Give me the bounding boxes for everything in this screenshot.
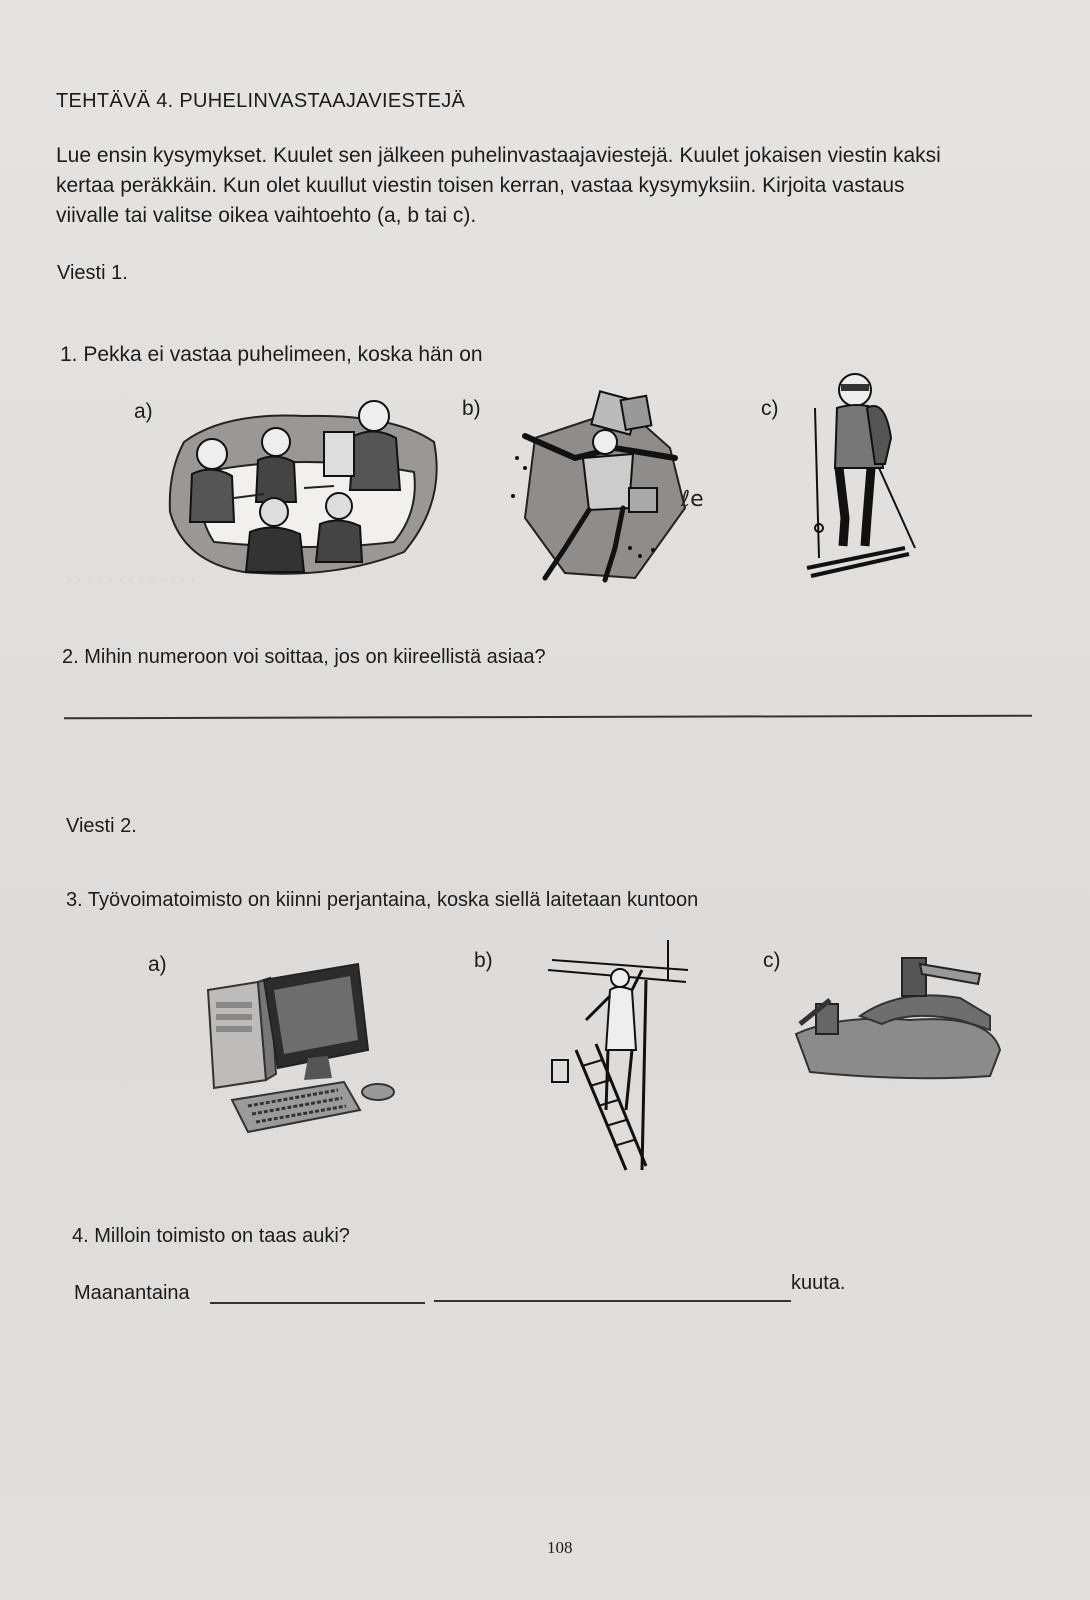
q1-option-b-label[interactable]: b) <box>462 397 481 420</box>
day-answer-line[interactable] <box>210 1302 425 1304</box>
instruction-line: kertaa peräkkäin. Kun olet kuullut viestin toisen kerran, vastaa kysymyksiin. Kirjoita vastaus <box>56 174 905 197</box>
falling-person-illustration-icon[interactable] <box>505 388 730 593</box>
svg-text:ℓe: ℓe <box>681 487 704 512</box>
question-2: 2. Mihin numeroon voi soittaa, jos on kiireellistä asiaa? <box>62 646 546 668</box>
instruction-line: Lue ensin kysymykset. Kuulet sen jälkeen puhelinvastaajaviestejä. Kuulet jokaisen viestin kaksi <box>56 144 941 167</box>
instructions <box>56 141 1046 231</box>
builder-on-ladder-illustration-icon[interactable] <box>546 940 706 1180</box>
message-2-heading: Viesti 2. <box>66 815 137 837</box>
question-3: 3. Työvoimatoimisto on kiinni perjantaina, koska siellä laitetaan kuntoon <box>66 889 699 911</box>
page-number: 108 <box>547 1538 573 1557</box>
question-1: 1. Pekka ei vastaa puhelimeen, koska hän on <box>60 343 483 366</box>
faucet-illustration-icon[interactable] <box>790 954 1020 1088</box>
q3-option-b-label[interactable]: b) <box>474 949 493 972</box>
skier-illustration-icon[interactable] <box>805 368 925 590</box>
bleed-through-text: · · · · · · · · · · · · · <box>66 570 197 589</box>
message-1-heading: Viesti 1. <box>57 262 128 284</box>
meeting-illustration-icon[interactable] <box>164 402 444 580</box>
exercise-title: TEHTÄVÄ 4. PUHELINVASTAAJAVIESTEJÄ <box>56 90 466 112</box>
q2-answer-line[interactable] <box>64 715 1032 719</box>
q1-option-a-label[interactable]: a) <box>134 400 153 423</box>
instruction-line: viivalle tai valitse oikea vaihtoehto (a, b tai c). <box>56 204 477 227</box>
q3-option-c-label[interactable]: c) <box>763 949 781 972</box>
question-4: 4. Milloin toimisto on taas auki? <box>72 1225 350 1247</box>
answer-prefix: Maanantaina <box>74 1282 190 1304</box>
answer-suffix: kuuta. <box>791 1272 846 1294</box>
computer-illustration-icon[interactable] <box>208 960 418 1150</box>
q3-option-a-label[interactable]: a) <box>148 953 167 976</box>
q1-option-c-label[interactable]: c) <box>761 397 779 420</box>
month-answer-line[interactable] <box>434 1300 791 1302</box>
